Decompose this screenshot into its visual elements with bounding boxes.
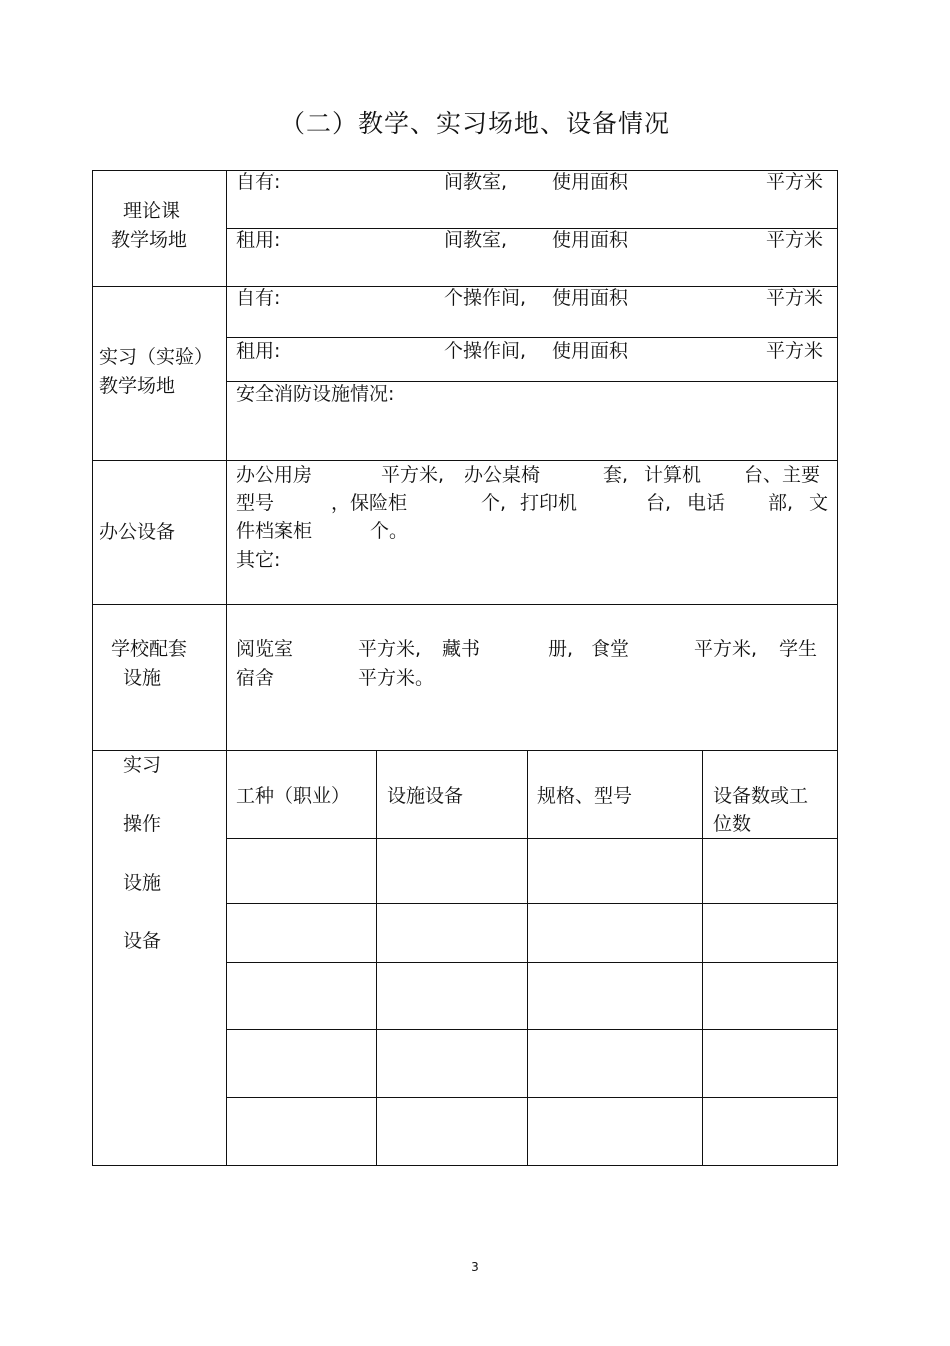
grid-col-divider <box>376 750 377 1166</box>
theory-label-line2: 教学场地 <box>111 229 188 251</box>
section-divider <box>92 604 838 605</box>
theory-rent-rooms-unit: 间教室, <box>444 229 508 251</box>
theory-own-area-unit: 平方米 <box>766 171 824 193</box>
office-text: 件档案柜 <box>236 520 313 542</box>
office-other-label: 其它: <box>236 549 281 571</box>
support-text: 宿舍 <box>236 667 275 689</box>
table-border-right <box>837 170 838 1166</box>
practice-rent-label: 租用: <box>236 340 281 362</box>
page-title: （二）教学、实习场地、设备情况 <box>279 109 670 138</box>
practice-safety-label: 安全消防设施情况: <box>236 383 395 405</box>
theory-rent-area-label: 使用面积 <box>552 229 629 251</box>
column-header-count: 位数 <box>713 813 752 835</box>
office-text: 套, <box>603 464 629 486</box>
table-border-bottom <box>92 1165 838 1166</box>
office-text: 部, <box>768 492 794 514</box>
office-text: 台, <box>646 492 672 514</box>
office-text: 文 <box>809 492 829 514</box>
theory-own-label: 自有: <box>236 171 281 193</box>
equipment-label-line: 设施 <box>123 872 162 894</box>
theory-rent-area-unit: 平方米 <box>766 229 824 251</box>
equipment-label-line: 设备 <box>123 930 162 952</box>
equipment-label-line: 实习 <box>123 754 162 776</box>
support-text: 学生 <box>779 638 818 660</box>
office-text: 型号 <box>236 492 275 514</box>
column-header-facility: 设施设备 <box>387 785 464 807</box>
office-label: 办公设备 <box>99 521 176 543</box>
office-text: 办公用房 <box>236 464 313 486</box>
column-header-spec: 规格、型号 <box>537 785 633 807</box>
page-number: 3 <box>471 1260 479 1274</box>
practice-rent-rooms-unit: 个操作间, <box>444 340 527 362</box>
row-divider <box>226 228 838 229</box>
theory-own-area-label: 使用面积 <box>552 171 629 193</box>
column-header-trade: 工种（职业） <box>236 785 351 807</box>
grid-row-divider <box>226 838 838 839</box>
grid-col-divider <box>527 750 528 1166</box>
office-text: 个, <box>481 492 507 514</box>
support-text: 平方米, <box>358 638 422 660</box>
grid-row-divider <box>226 1029 838 1030</box>
practice-own-label: 自有: <box>236 287 281 309</box>
practice-label-line2: 教学场地 <box>99 375 176 397</box>
office-text: 个。 <box>370 520 409 542</box>
practice-own-area-label: 使用面积 <box>552 287 629 309</box>
column-header-count: 设备数或工 <box>713 785 809 807</box>
office-text: 平方米, <box>381 464 445 486</box>
support-text: 平方米。 <box>358 667 435 689</box>
equipment-label-line: 操作 <box>123 813 162 835</box>
support-text: 藏书 <box>442 638 481 660</box>
theory-rent-label: 租用: <box>236 229 281 251</box>
practice-rent-area-label: 使用面积 <box>552 340 629 362</box>
office-text: 打印机 <box>520 492 578 514</box>
support-label-line1: 学校配套 <box>111 638 188 660</box>
office-text: ，保险柜 <box>331 492 408 514</box>
grid-row-divider <box>226 962 838 963</box>
office-text: 台、主要 <box>744 464 821 486</box>
grid-row-divider <box>226 903 838 904</box>
table-border-left <box>92 170 93 1166</box>
grid-row-divider <box>226 1097 838 1098</box>
row-divider <box>226 337 838 338</box>
label-column-divider <box>226 170 227 1166</box>
practice-own-area-unit: 平方米 <box>766 287 824 309</box>
grid-col-divider <box>702 750 703 1166</box>
office-text: 办公桌椅 <box>464 464 541 486</box>
support-label-line2: 设施 <box>123 667 162 689</box>
section-divider <box>92 750 838 751</box>
theory-own-rooms-unit: 间教室, <box>444 171 508 193</box>
practice-own-rooms-unit: 个操作间, <box>444 287 527 309</box>
support-text: 平方米, <box>694 638 758 660</box>
support-text: 食堂 <box>591 638 630 660</box>
support-text: 册, <box>548 638 574 660</box>
office-text: 电话 <box>687 492 726 514</box>
office-text: 计算机 <box>644 464 702 486</box>
support-text: 阅览室 <box>236 638 294 660</box>
practice-rent-area-unit: 平方米 <box>766 340 824 362</box>
theory-label-line1: 理论课 <box>123 200 181 222</box>
practice-label-line1: 实习（实验） <box>99 346 214 368</box>
